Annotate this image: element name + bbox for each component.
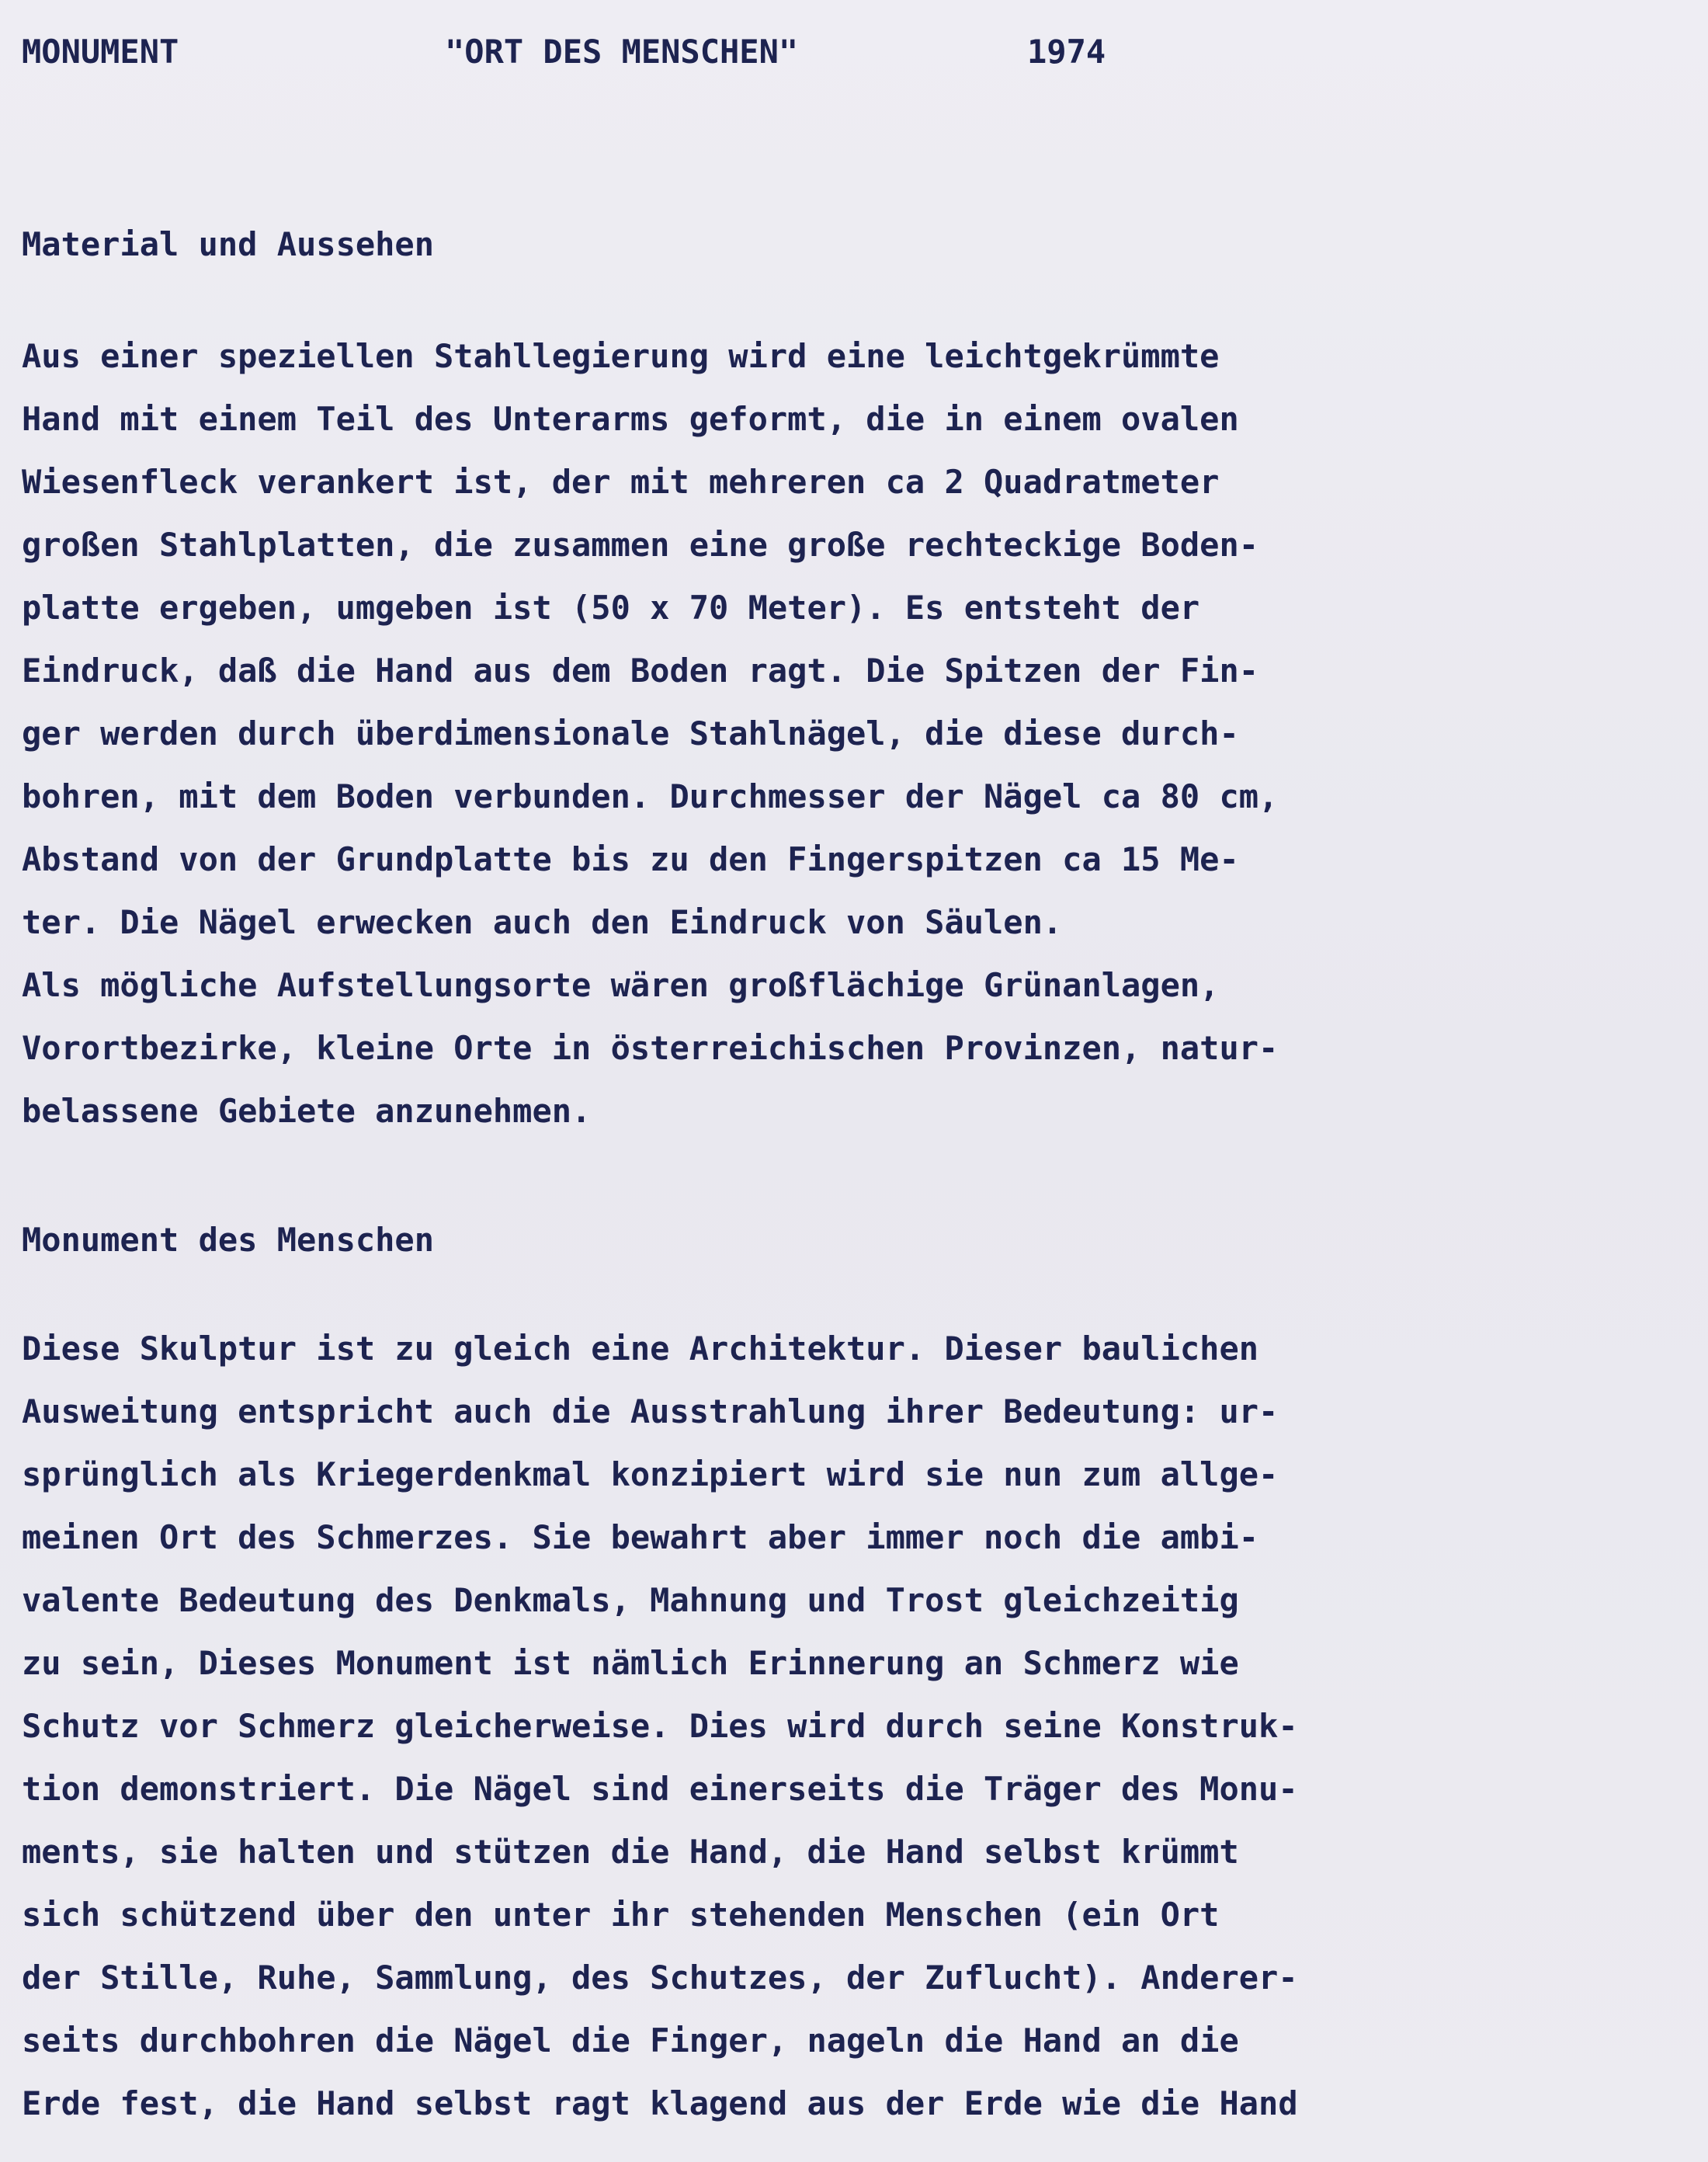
paragraph-line: Vorortbezirke, kleine Orte in österreichischen Provinzen, natur- bbox=[22, 1029, 1279, 1067]
paragraph-line: zu sein, Dieses Monument ist nämlich Erinnerung an Schmerz wie bbox=[22, 1644, 1239, 1682]
paragraph-line: sich schützend über den unter ihr stehenden Menschen (ein Ort bbox=[22, 1896, 1220, 1934]
paragraph-line: großen Stahlplatten, die zusammen eine große rechteckige Boden- bbox=[22, 526, 1259, 564]
section-title: Monument des Menschen bbox=[22, 1221, 435, 1259]
paragraph-line: tion demonstriert. Die Nägel sind einerseits die Träger des Monu- bbox=[22, 1770, 1298, 1808]
paragraph-line: Als mögliche Aufstellungsorte wären großflächige Grünanlagen, bbox=[22, 966, 1220, 1004]
paragraph-line: valente Bedeutung des Denkmals, Mahnung und Trost gleichzeitig bbox=[22, 1581, 1239, 1619]
header-label: MONUMENT bbox=[22, 33, 179, 71]
paragraph-line: Diese Skulptur ist zu gleich eine Architektur. Dieser baulichen bbox=[22, 1330, 1259, 1368]
show-through-text bbox=[1475, 85, 1708, 1095]
paragraph-line: der Stille, Ruhe, Sammlung, des Schutzes, der Zuflucht). Anderer- bbox=[22, 1959, 1298, 1997]
paragraph-line: Ausweitung entspricht auch die Ausstrahlung ihrer Bedeutung: ur- bbox=[22, 1392, 1279, 1430]
paragraph-line: Eindruck, daß die Hand aus dem Boden ragt. Die Spitzen der Fin- bbox=[22, 652, 1259, 690]
paragraph-line: Aus einer speziellen Stahllegierung wird eine leichtgekrümmte bbox=[22, 337, 1220, 375]
paragraph-line: belassene Gebiete anzunehmen. bbox=[22, 1092, 592, 1130]
paragraph-line: platte ergeben, umgeben ist (50 x 70 Meter). Es entsteht der bbox=[22, 589, 1200, 627]
paragraph-line: Abstand von der Grundplatte bis zu den Fingerspitzen ca 15 Me- bbox=[22, 840, 1239, 878]
paragraph-line: ger werden durch überdimensionale Stahlnägel, die diese durch- bbox=[22, 714, 1239, 753]
paragraph-line: sprünglich als Kriegerdenkmal konzipiert wird sie nun zum allge- bbox=[22, 1455, 1279, 1493]
paragraph-line: seits durchbohren die Nägel die Finger, nageln die Hand an die bbox=[22, 2021, 1239, 2059]
paragraph-line: ments, sie halten und stützen die Hand, die Hand selbst krümmt bbox=[22, 1833, 1239, 1871]
header-title: "ORT DES MENSCHEN" bbox=[445, 33, 799, 71]
paragraph-line: Erde fest, die Hand selbst ragt klagend aus der Erde wie die Hand bbox=[22, 2084, 1298, 2122]
section-title: Material und Aussehen bbox=[22, 225, 435, 263]
paragraph-line: Schutz vor Schmerz gleicherweise. Dies wird durch seine Konstruk- bbox=[22, 1707, 1298, 1745]
header-year: 1974 bbox=[1027, 33, 1106, 71]
paragraph-line: ter. Die Nägel erwecken auch den Eindruck von Säulen. bbox=[22, 903, 1063, 941]
paragraph-line: bohren, mit dem Boden verbunden. Durchmesser der Nägel ca 80 cm, bbox=[22, 777, 1279, 815]
paragraph-line: Hand mit einem Teil des Unterarms geformt, die in einem ovalen bbox=[22, 400, 1239, 438]
paragraph-line: meinen Ort des Schmerzes. Sie bewahrt aber immer noch die ambi- bbox=[22, 1518, 1259, 1556]
paragraph-line: Wiesenfleck verankert ist, der mit mehreren ca 2 Quadratmeter bbox=[22, 463, 1220, 501]
